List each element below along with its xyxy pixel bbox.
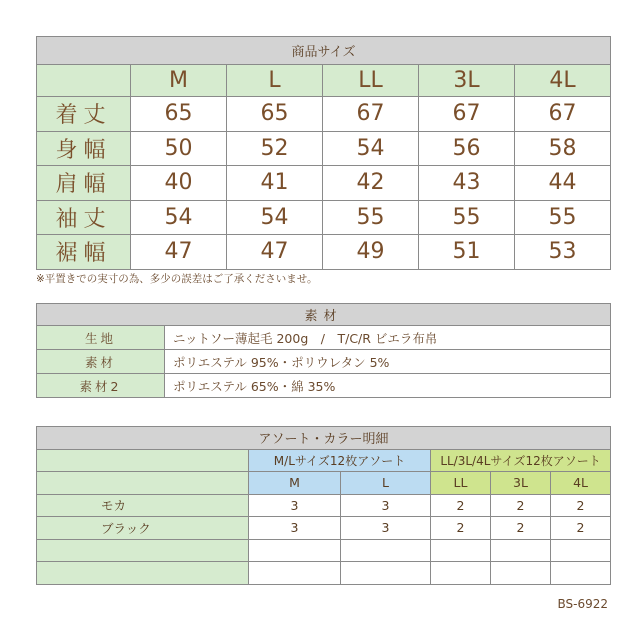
assort-row-empty (37, 539, 611, 562)
size-header-l: L (227, 65, 323, 97)
material-label: 素材 (37, 350, 165, 374)
size-header-row (37, 65, 611, 97)
material-label: 生地 (37, 326, 165, 350)
assort-cell: 3 (341, 517, 431, 540)
size-cell: 54 (323, 131, 419, 166)
assort-cell: 2 (431, 517, 491, 540)
assort-cell (341, 539, 431, 562)
size-table (36, 36, 611, 270)
assort-size-ll: LL (431, 472, 491, 495)
assort-row-black (37, 517, 611, 540)
material-table (36, 303, 611, 398)
size-cell: 41 (227, 166, 323, 201)
size-row-label: 身幅 (37, 131, 131, 166)
assort-cell (431, 562, 491, 585)
assort-cell (249, 539, 341, 562)
assort-size-3l: 3L (491, 472, 551, 495)
assort-table (36, 426, 611, 585)
assort-cell: 3 (341, 494, 431, 517)
assort-cell: 3 (249, 517, 341, 540)
assort-title: アソート・カラー明細 (37, 427, 611, 450)
size-cell: 51 (419, 235, 515, 270)
size-row-label: 袖丈 (37, 200, 131, 235)
assort-size-4l: 4L (551, 472, 611, 495)
size-row-length (37, 97, 611, 132)
material-row-composition (37, 350, 611, 374)
assort-group-a: M/Lサイズ12枚アソート (249, 449, 431, 472)
size-cell: 44 (515, 166, 611, 201)
assort-cell: 2 (491, 517, 551, 540)
material-label: 素材2 (37, 374, 165, 398)
size-row-shoulder (37, 166, 611, 201)
size-table-title-row (37, 37, 611, 65)
size-row-label: 裾幅 (37, 235, 131, 270)
assort-cell (551, 562, 611, 585)
assort-cell (491, 562, 551, 585)
assort-color-label (37, 562, 249, 585)
size-cell: 40 (131, 166, 227, 201)
assort-group-b: LL/3L/4Lサイズ12枚アソート (431, 449, 611, 472)
assort-row-mocha (37, 494, 611, 517)
assort-cell: 2 (431, 494, 491, 517)
assort-cell: 2 (491, 494, 551, 517)
assort-color-label (37, 539, 249, 562)
assort-cell (551, 539, 611, 562)
assort-cell: 3 (249, 494, 341, 517)
size-cell: 50 (131, 131, 227, 166)
size-cell: 67 (515, 97, 611, 132)
assort-color-label: ブラック (37, 517, 249, 540)
size-cell: 67 (323, 97, 419, 132)
assort-group-corner (37, 449, 249, 472)
material-title-row (37, 304, 611, 326)
size-row-sleeve (37, 200, 611, 235)
assort-title-row (37, 427, 611, 450)
size-cell: 47 (131, 235, 227, 270)
size-header-ll: LL (323, 65, 419, 97)
assort-cell (341, 562, 431, 585)
assort-cell: 2 (551, 517, 611, 540)
assort-cell (431, 539, 491, 562)
size-cell: 55 (419, 200, 515, 235)
assort-size-row (37, 472, 611, 495)
assort-size-corner (37, 472, 249, 495)
size-note: ※平置きでの実寸の為、多少の誤差はご了承くださいませ。 (36, 273, 318, 285)
size-header-4l: 4L (515, 65, 611, 97)
size-header-corner (37, 65, 131, 97)
size-cell: 52 (227, 131, 323, 166)
size-cell: 42 (323, 166, 419, 201)
size-cell: 65 (131, 97, 227, 132)
size-cell: 58 (515, 131, 611, 166)
size-cell: 53 (515, 235, 611, 270)
material-value: ニットソー薄起毛 200g / T/C/R ビエラ布帛 (165, 326, 611, 350)
size-cell: 49 (323, 235, 419, 270)
size-row-label: 着丈 (37, 97, 131, 132)
assort-color-label: モカ (37, 494, 249, 517)
assort-group-row (37, 449, 611, 472)
size-cell: 54 (227, 200, 323, 235)
assort-cell (249, 562, 341, 585)
size-table-title: 商品サイズ (37, 37, 611, 65)
size-cell: 54 (131, 200, 227, 235)
assort-size-m: M (249, 472, 341, 495)
size-header-3l: 3L (419, 65, 515, 97)
assort-cell (491, 539, 551, 562)
size-cell: 47 (227, 235, 323, 270)
size-row-hem (37, 235, 611, 270)
assort-size-l: L (341, 472, 431, 495)
size-cell: 43 (419, 166, 515, 201)
size-row-label: 肩幅 (37, 166, 131, 201)
size-cell: 65 (227, 97, 323, 132)
material-title: 素材 (37, 304, 611, 326)
material-row-composition-2 (37, 374, 611, 398)
assort-row-empty (37, 562, 611, 585)
size-cell: 55 (323, 200, 419, 235)
material-value: ポリエステル 65%・綿 35% (165, 374, 611, 398)
assort-cell: 2 (551, 494, 611, 517)
material-row-fabric (37, 326, 611, 350)
size-cell: 55 (515, 200, 611, 235)
size-row-width (37, 131, 611, 166)
size-header-m: M (131, 65, 227, 97)
product-code: BS-6922 (557, 597, 608, 611)
size-cell: 67 (419, 97, 515, 132)
size-cell: 56 (419, 131, 515, 166)
material-value: ポリエステル 95%・ポリウレタン 5% (165, 350, 611, 374)
